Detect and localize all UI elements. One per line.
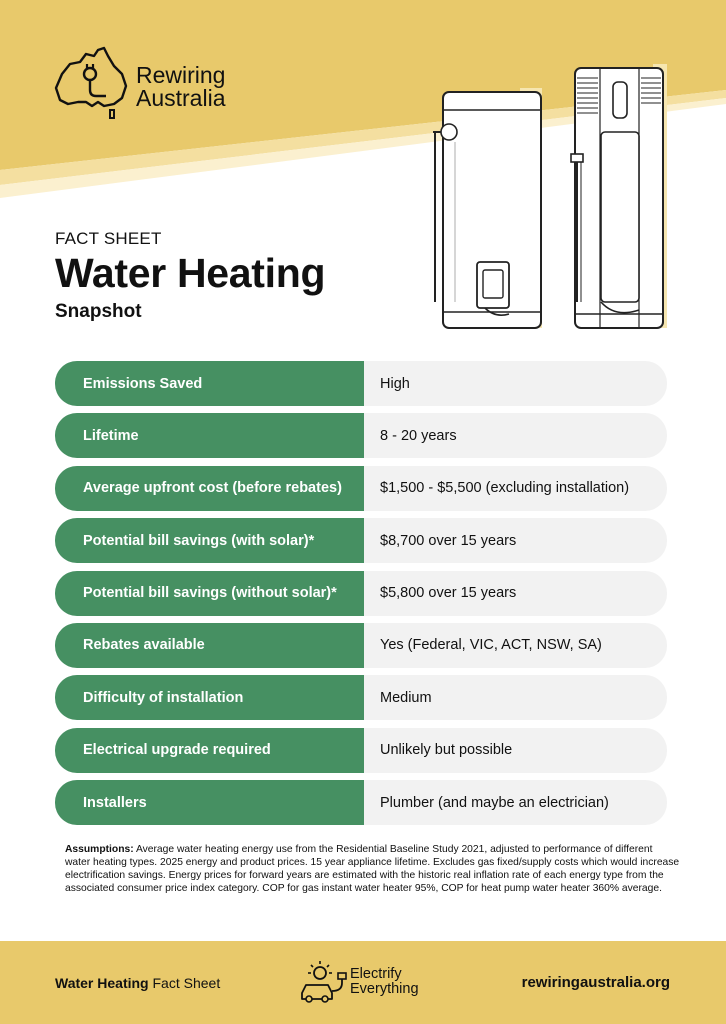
rewiring-australia-logo: [52, 44, 252, 124]
logo-wordmark: [136, 64, 225, 110]
logo-line-2: Australia: [136, 85, 226, 111]
logo-line-1: Rewiring: [136, 62, 226, 88]
row-value: $5,800 over 15 years: [364, 571, 667, 616]
row-label: Emissions Saved: [55, 361, 364, 406]
sun-car-plug-icon: [298, 959, 350, 1005]
footer-url[interactable]: rewiringaustralia.org: [521, 974, 670, 991]
table-row: [55, 571, 667, 616]
page-subtitle: Snapshot: [55, 301, 142, 322]
row-label: Average upfront cost (before rebates): [55, 466, 364, 511]
snapshot-table: [55, 361, 667, 833]
table-row: [55, 675, 667, 720]
row-value: Unlikely but possible: [364, 728, 667, 773]
row-value: Medium: [364, 675, 667, 720]
fact-sheet-label: FACT SHEET: [55, 229, 162, 248]
footer: [0, 941, 726, 1024]
table-row: [55, 413, 667, 458]
table-row: [55, 518, 667, 563]
row-label: Potential bill savings (without solar)*: [55, 571, 364, 616]
table-row: [55, 623, 667, 668]
row-value: Plumber (and maybe an electrician): [364, 780, 667, 825]
row-value: High: [364, 361, 667, 406]
assumptions-label: Assumptions:: [65, 844, 134, 855]
row-label: Rebates available: [55, 623, 364, 668]
assumptions-text: Average water heating energy use from the Residential Baseline Study 2021, adjusted to performance of different water heating types. 2025 energy and product prices. 15 year appliance lifetime. Excludes gas fixed/supply costs which would increase electrification savings. Energy prices for forward years are estimated with the historic real inflation rate of each energy type from the associated consumer price index category. COP for gas instant water heater 95%, COP for heat pump water heater 360% average.: [65, 844, 680, 894]
row-label: Installers: [55, 780, 364, 825]
row-label: Electrical upgrade required: [55, 728, 364, 773]
electrify-everything-logo: [298, 959, 438, 1009]
row-value: $8,700 over 15 years: [364, 518, 667, 563]
assumptions-note: [65, 843, 680, 895]
row-value: Yes (Federal, VIC, ACT, NSW, SA): [364, 623, 667, 668]
row-label: Potential bill savings (with solar)*: [55, 518, 364, 563]
page-title: Water Heating: [55, 250, 326, 296]
row-label: Lifetime: [55, 413, 364, 458]
footer-title-rest: Fact Sheet: [148, 975, 221, 991]
water-heater-illustration: [425, 62, 675, 332]
table-row: [55, 780, 667, 825]
title-block: [55, 230, 325, 324]
row-value: 8 - 20 years: [364, 413, 667, 458]
electrify-wordmark: [350, 967, 419, 997]
table-row: [55, 361, 667, 406]
footer-doc-title: [55, 975, 220, 991]
table-row: [55, 466, 667, 511]
row-value: $1,500 - $5,500 (excluding installation): [364, 466, 667, 511]
table-row: [55, 728, 667, 773]
electrify-line-1: Electrify: [350, 966, 402, 982]
footer-title-bold: Water Heating: [55, 975, 149, 991]
electrify-line-2: Everything: [350, 981, 419, 997]
australia-plug-icon: [52, 44, 132, 122]
row-label: Difficulty of installation: [55, 675, 364, 720]
